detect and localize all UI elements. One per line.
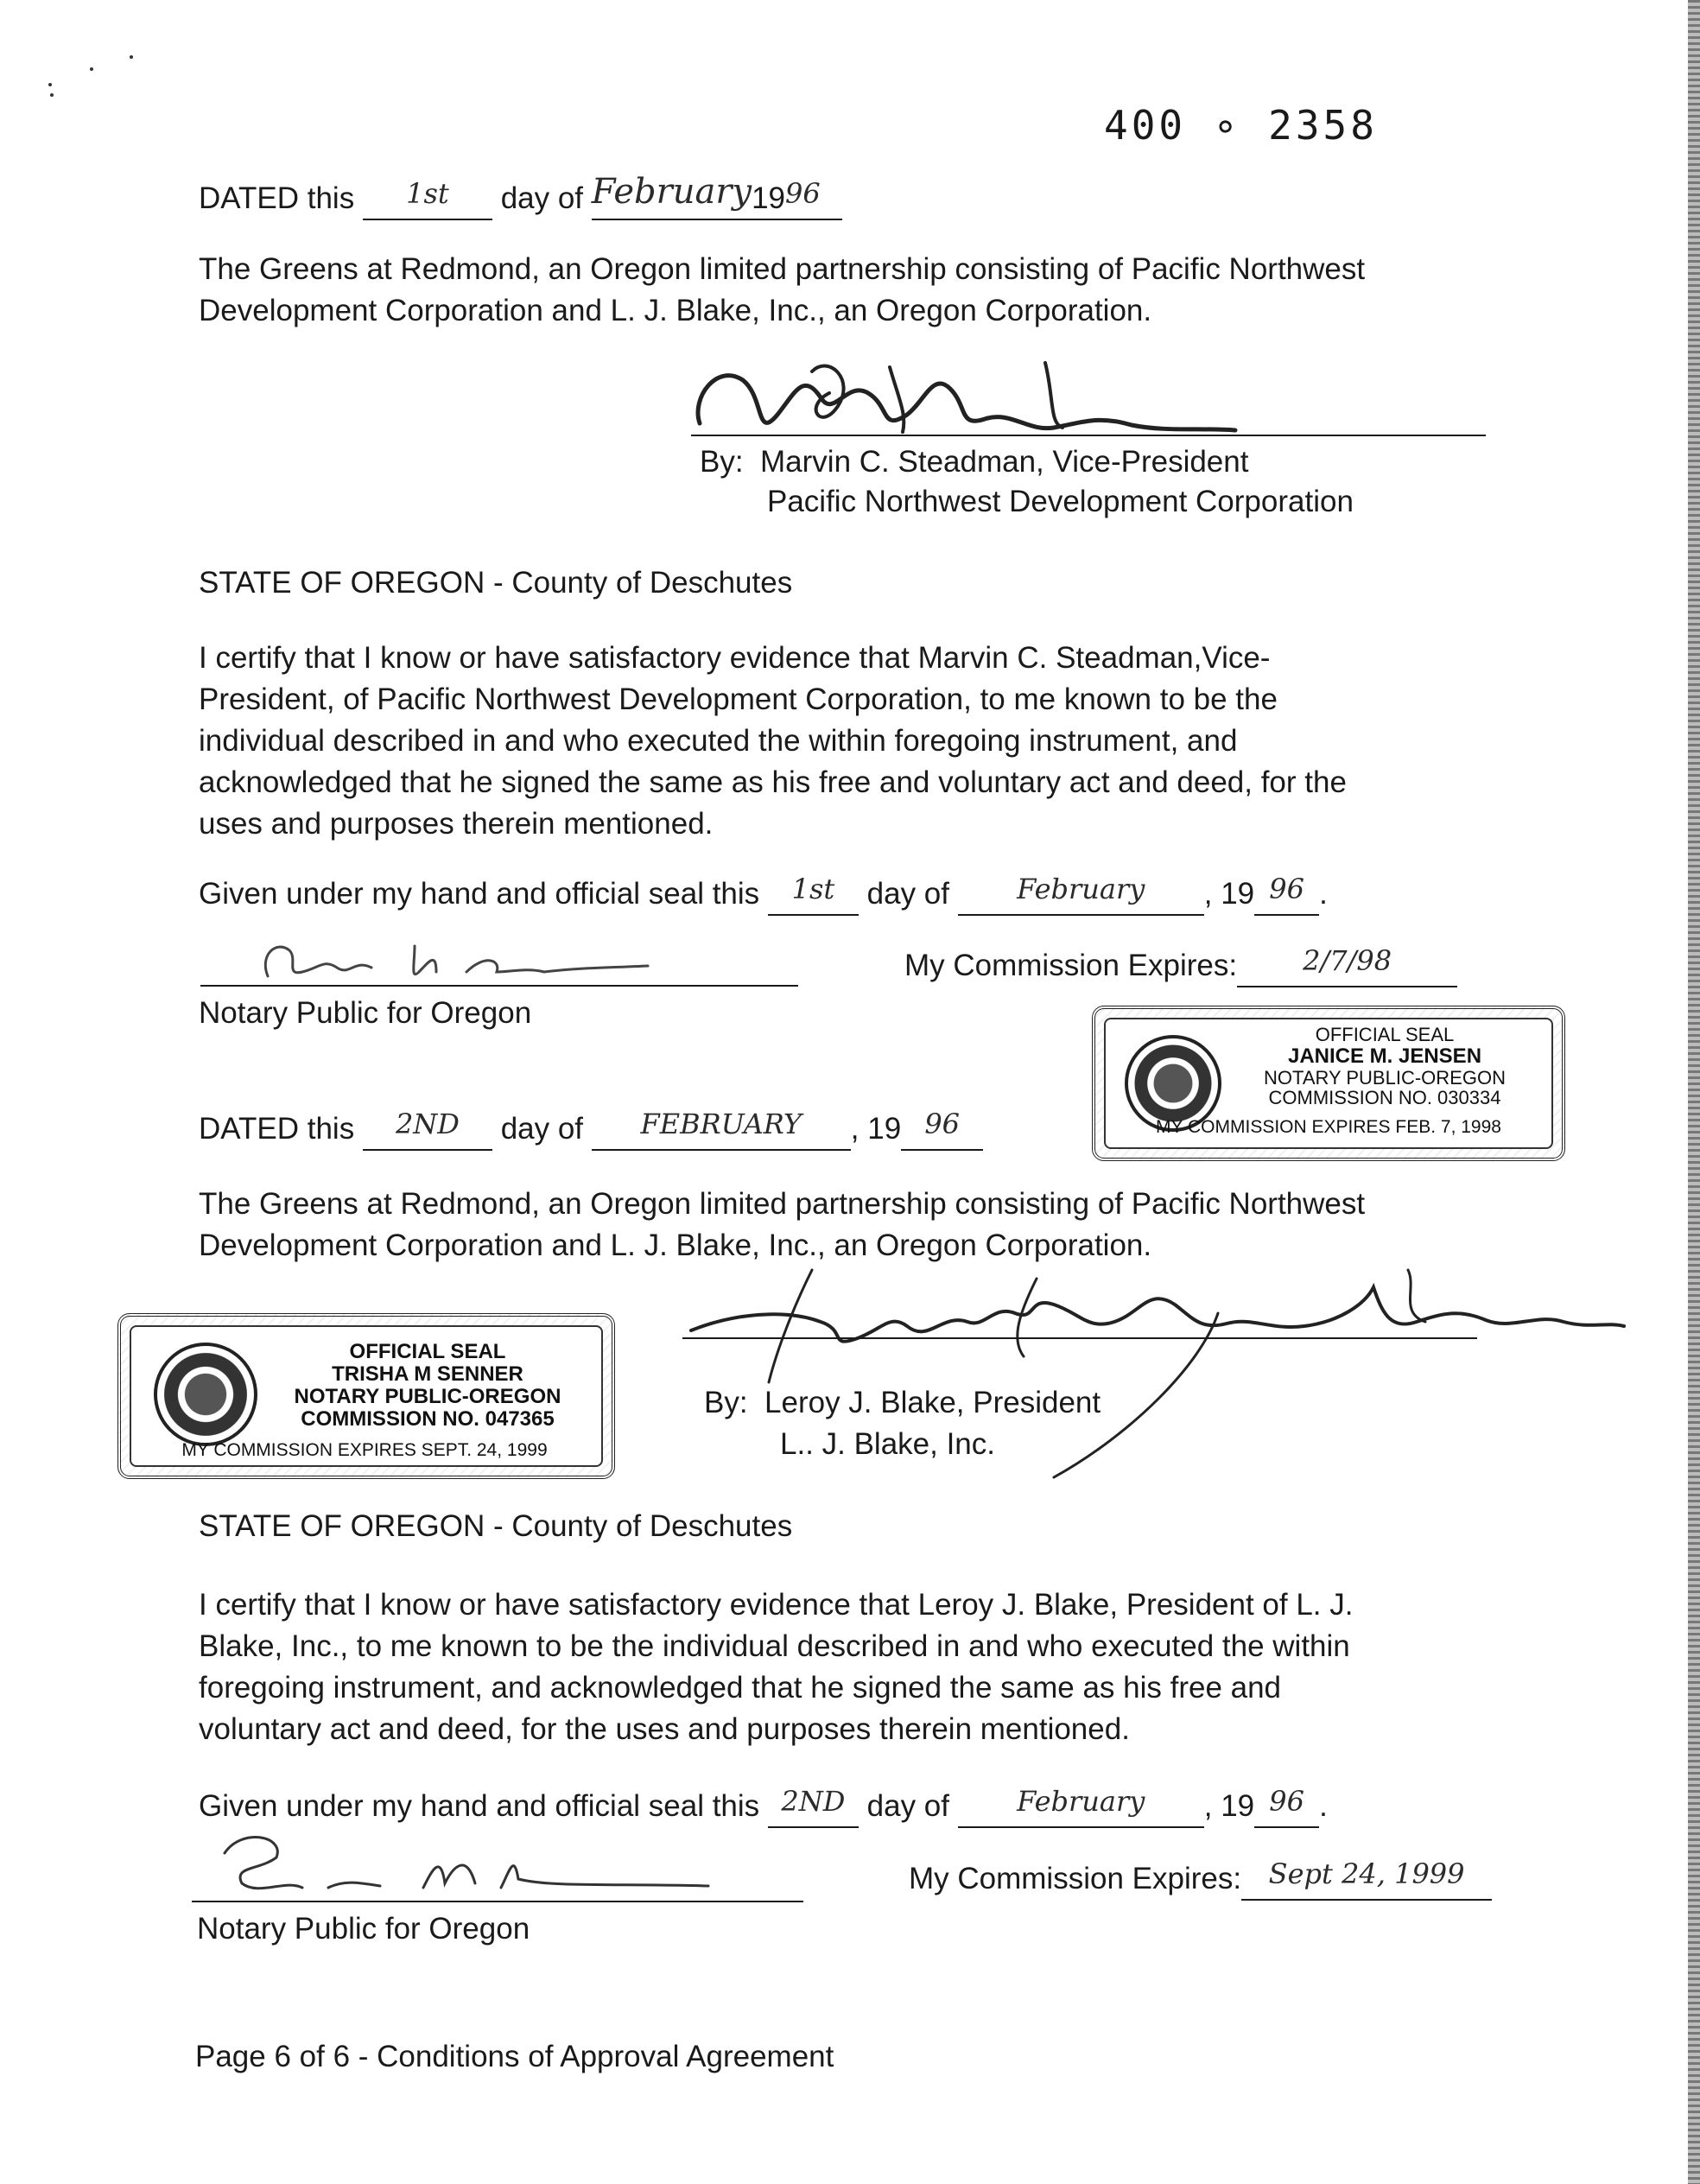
dated-year-prefix: 19 xyxy=(752,181,786,215)
state-seal-emblem xyxy=(154,1343,257,1446)
paragraph-line: I certify that I know or have satisfactory evidence that Marvin C. Steadman,Vice- xyxy=(199,641,1271,675)
dated-day-of: day of xyxy=(500,1112,584,1146)
certification-paragraph-2 xyxy=(199,1584,1353,1750)
given-year-field xyxy=(1254,874,1319,916)
signer-block-steadman xyxy=(700,442,1354,522)
dated-prefix: DATED this xyxy=(199,181,355,215)
given-day-value: 2ND xyxy=(781,1785,846,1818)
seal-line: COMMISSION NO. 047365 xyxy=(301,1406,555,1431)
dated-month-field xyxy=(592,1109,851,1151)
given-prefix: Given under my hand and official seal this xyxy=(199,877,760,911)
partnership-paragraph-2 xyxy=(199,1184,1365,1267)
paragraph-line: President, of Pacific Northwest Development Corporation, to me known to be the xyxy=(199,682,1278,716)
paragraph-line: acknowledged that he signed the same as his free and voluntary act and deed, for the xyxy=(199,765,1347,799)
signer-name: Marvin C. Steadman, Vice-President xyxy=(760,445,1249,479)
seal-line: OFFICIAL SEAL xyxy=(349,1340,506,1363)
scan-speck xyxy=(90,67,93,71)
signer-name: Leroy J. Blake, President xyxy=(764,1386,1101,1419)
dated-month-value: February xyxy=(591,172,752,212)
paragraph-line: Development Corporation and L. J. Blake, Inc., an Oregon Corporation. xyxy=(199,1228,1152,1262)
commission-line-2 xyxy=(909,1859,1492,1901)
seal-expiry: MY COMMISSION EXPIRES FEB. 7, 1998 xyxy=(1156,1117,1501,1137)
scan-speck xyxy=(50,93,54,97)
paragraph-line: voluntary act and deed, for the uses and purposes therein mentioned. xyxy=(199,1712,1130,1746)
partnership-paragraph-1 xyxy=(199,249,1365,332)
dated-month-value: FEBRUARY xyxy=(640,1108,802,1140)
given-day-of: day of xyxy=(866,1789,950,1823)
commission-field xyxy=(1237,946,1457,987)
dated-year-prefix: , 19 xyxy=(850,1112,902,1146)
given-year-value: 96 xyxy=(1269,873,1304,905)
given-end: . xyxy=(1319,877,1328,911)
paragraph-line: I certify that I know or have satisfactory evidence that Leroy J. Blake, President of L. J. xyxy=(199,1588,1354,1622)
given-year-field xyxy=(1254,1787,1319,1828)
steadman-signature xyxy=(682,346,1287,449)
given-month-value: February xyxy=(1017,1785,1145,1818)
seal-line: NOTARY PUBLIC-OREGON xyxy=(1264,1066,1506,1089)
seal-text-block xyxy=(259,1341,596,1431)
by-label: By: xyxy=(700,445,744,479)
dated-year-field xyxy=(901,1109,983,1151)
seal-line: OFFICIAL SEAL xyxy=(1315,1024,1455,1045)
document-number: 400 ∘ 2358 xyxy=(1104,102,1378,149)
by-label: By: xyxy=(704,1386,748,1419)
notary-label-2: Notary Public for Oregon xyxy=(197,1912,530,1946)
given-day-of: day of xyxy=(866,877,950,911)
commission-field xyxy=(1241,1859,1492,1901)
signature-line-steadman xyxy=(691,435,1486,436)
notary-signature-line-2 xyxy=(192,1901,803,1902)
scan-speck xyxy=(48,83,52,86)
commission-value: 2/7/98 xyxy=(1303,944,1392,977)
dated-line-1 xyxy=(199,172,842,220)
official-seal-senner xyxy=(117,1313,615,1479)
state-line-2: STATE OF OREGON - County of Deschutes xyxy=(199,1509,793,1543)
given-year-value: 96 xyxy=(1269,1785,1304,1818)
commission-label: My Commission Expires: xyxy=(909,1862,1242,1895)
given-prefix: Given under my hand and official seal this xyxy=(199,1789,760,1823)
dated-line-2 xyxy=(199,1109,983,1151)
state-line-1: STATE OF OREGON - County of Deschutes xyxy=(199,566,793,600)
given-day-field xyxy=(768,874,859,916)
given-day-value: 1st xyxy=(791,873,835,905)
scan-speck xyxy=(130,55,133,59)
dated-year-value: 96 xyxy=(785,177,821,210)
dated-day-field xyxy=(363,1109,492,1151)
dated-day-of: day of xyxy=(500,181,584,215)
paragraph-line: Development Corporation and L. J. Blake, Inc., an Oregon Corporation. xyxy=(199,294,1152,327)
seal-notary-name: JANICE M. JENSEN xyxy=(1287,1044,1482,1068)
given-month-field xyxy=(958,874,1204,916)
paragraph-line: The Greens at Redmond, an Oregon limited partnership consisting of Pacific Northwest xyxy=(199,1187,1366,1221)
page-footer: Page 6 of 6 - Conditions of Approval Agreement xyxy=(195,2040,834,2073)
seal-expiry: MY COMMISSION EXPIRES SEPT. 24, 1999 xyxy=(181,1440,548,1460)
given-year-prefix: , 19 xyxy=(1203,1789,1255,1823)
paragraph-line: individual described in and who executed the within foregoing instrument, and xyxy=(199,724,1238,758)
signature-line-blake xyxy=(682,1337,1477,1339)
dated-year-value: 96 xyxy=(924,1108,961,1140)
commission-line-1 xyxy=(904,946,1457,987)
seal-line: NOTARY PUBLIC-OREGON xyxy=(294,1384,561,1408)
commission-value: Sept 24, 1999 xyxy=(1268,1857,1465,1890)
given-month-value: February xyxy=(1017,873,1145,905)
notary-label-1: Notary Public for Oregon xyxy=(199,996,532,1030)
signer-company: L.. J. Blake, Inc. xyxy=(780,1427,995,1461)
dated-month-field xyxy=(591,172,842,220)
signer-company: Pacific Northwest Development Corporation xyxy=(767,485,1354,518)
dated-day-value: 2ND xyxy=(395,1108,460,1140)
dated-day-field xyxy=(363,179,492,220)
given-line-1 xyxy=(199,874,1328,916)
seal-notary-name: TRISHA M SENNER xyxy=(332,1362,523,1386)
official-seal-jensen xyxy=(1092,1006,1565,1161)
signer-block-blake xyxy=(704,1382,1101,1465)
dated-day-value: 1st xyxy=(406,177,449,210)
paragraph-line: The Greens at Redmond, an Oregon limited partnership consisting of Pacific Northwest xyxy=(199,252,1366,286)
notary-signature-2 xyxy=(190,1819,795,1905)
scan-edge-strip xyxy=(1688,0,1700,2184)
paragraph-line: Blake, Inc., to me known to be the individual described in and who executed the within xyxy=(199,1629,1350,1663)
seal-text-block xyxy=(1225,1025,1545,1108)
certification-paragraph-1 xyxy=(199,638,1347,845)
given-year-prefix: , 19 xyxy=(1203,877,1255,911)
paragraph-line: uses and purposes therein mentioned. xyxy=(199,807,714,841)
commission-label: My Commission Expires: xyxy=(904,949,1238,982)
given-end: . xyxy=(1319,1789,1328,1823)
given-month-field xyxy=(958,1787,1204,1828)
seal-line: COMMISSION NO. 030334 xyxy=(1268,1087,1501,1109)
dated-prefix: DATED this xyxy=(199,1112,355,1146)
paragraph-line: foregoing instrument, and acknowledged that he signed the same as his free and xyxy=(199,1671,1282,1705)
notary-signature-line-1 xyxy=(200,985,798,987)
